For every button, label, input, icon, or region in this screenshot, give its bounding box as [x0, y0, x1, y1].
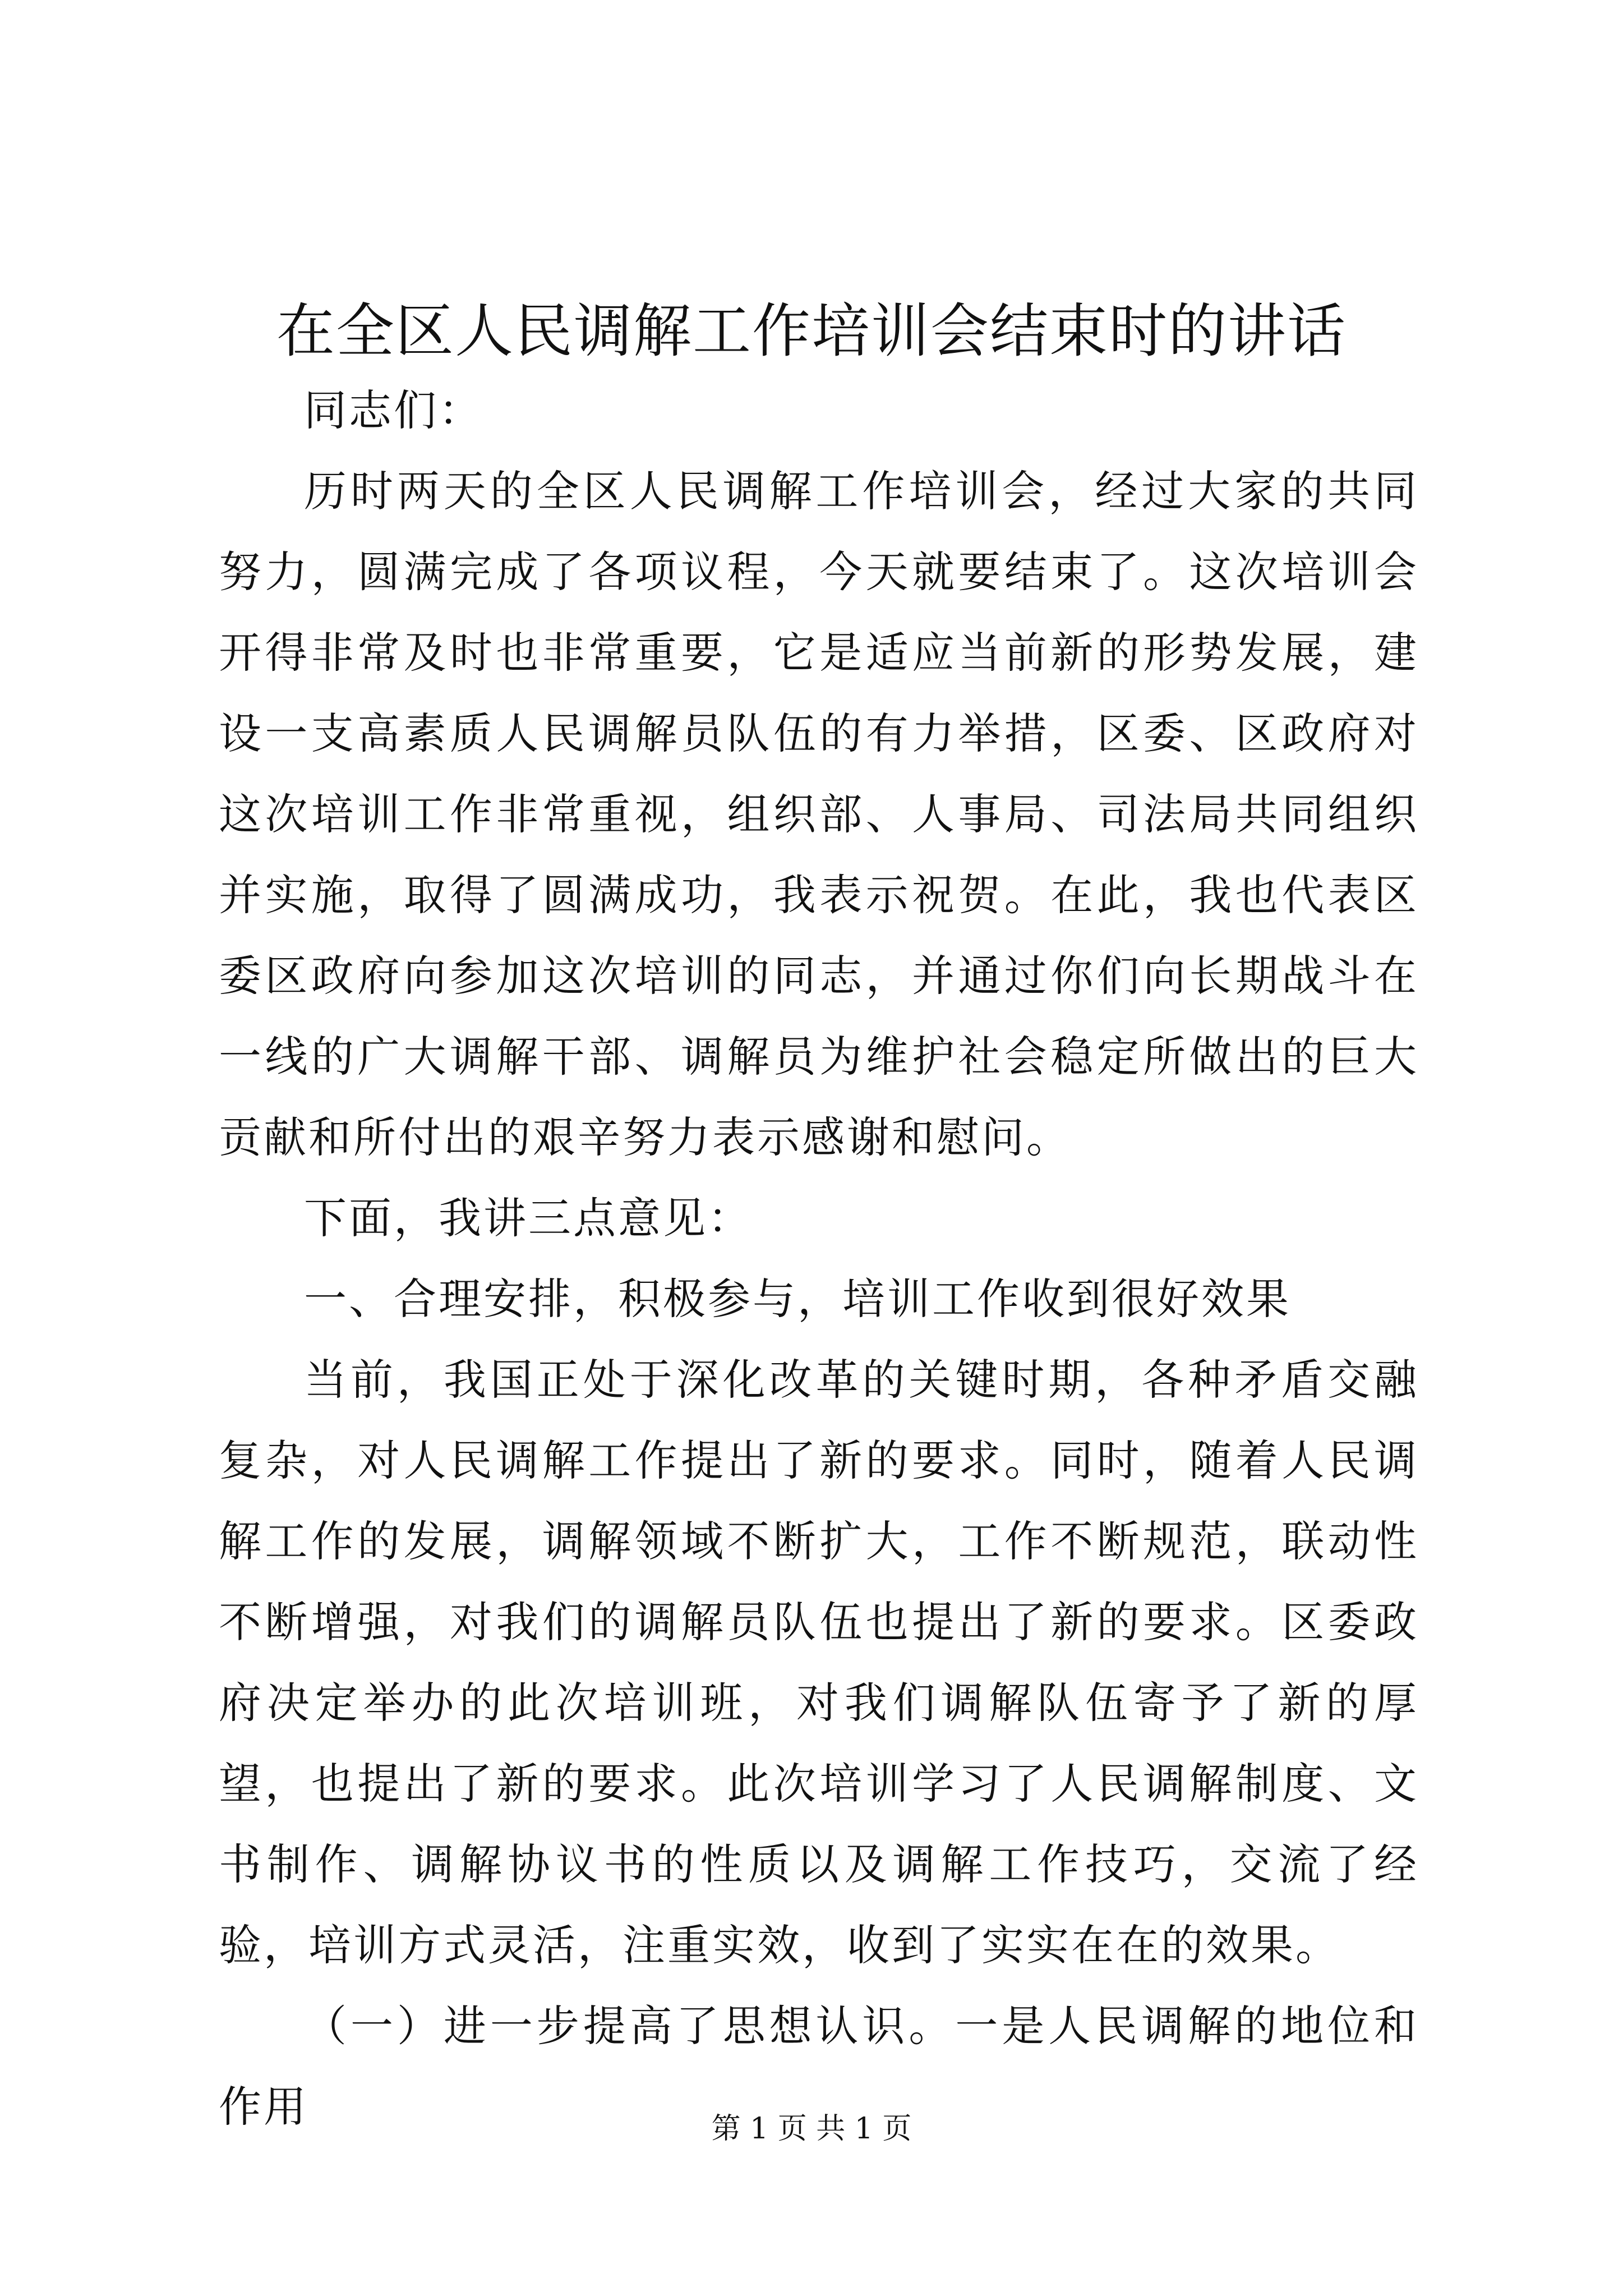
salutation-paragraph: 同志们： — [304, 385, 483, 435]
opening-paragraph: 历时两天的全区人民调解工作培训会，经过大家的共同努力，圆满完成了各项议程，今天就要结束了。这次培训会开得非常及时也非常重要，它是适应当前新的形势发展，建设一支高素质人民调解员队伍的有力举措，区委、区政府对这次培训工作非常重视，组织部、人事局、司法局共同组织并实施，取得了圆满成功，我表示祝贺。在此，我也代表区委区政府向参加这次培训的同志，并通过你们向长期战斗在一线的广大调解干部、调解员为维护社会稳定所做出的巨大贡献和所付出的艰辛努力表示感谢和慰问。 — [219, 466, 1419, 1162]
subsection-1-paragraph: （一）进一步提高了思想认识。一是人民调解的地位和作用 — [219, 2001, 1419, 2132]
section-1-paragraph: 当前，我国正处于深化改革的关键时期，各种矛盾交融复杂，对人民调解工作提出了新的要求。同时，随着人民调解工作的发展，调解领域不断扩大，工作不断规范，联动性不断增强，对我们的调解员队伍也提出了新的要求。区委政府决定举办的此次培训班，对我们调解队伍寄予了新的厚望，也提出了新的要求。此次培训学习了人民调解制度、文书制作、调解协议书的性质以及调解工作技巧，交流了经验，培训方式灵活，注重实效，收到了实实在在的效果。 — [219, 1355, 1419, 1970]
document-title: 在全区人民调解工作培训会结束时的讲话 — [276, 297, 1347, 365]
intro-points-paragraph: 下面，我讲三点意见： — [304, 1193, 753, 1243]
document-body — [219, 370, 1419, 2147]
section-heading-1: 一、合理安排，积极参与，培训工作收到很好效果 — [304, 1274, 1291, 1324]
page-footer: 第 1 页 共 1 页 — [711, 2112, 912, 2146]
